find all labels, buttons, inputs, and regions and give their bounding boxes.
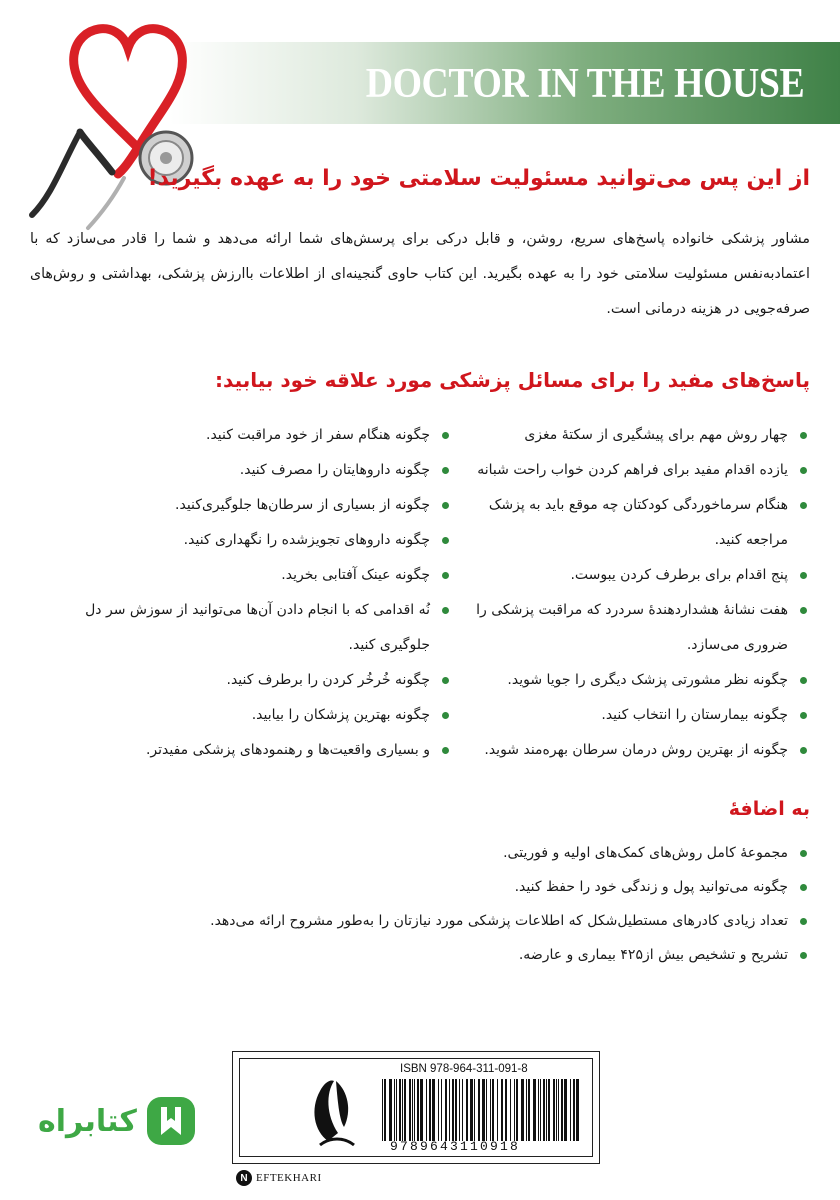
barcode-bar <box>514 1079 515 1141</box>
bullet-icon <box>800 747 807 754</box>
list-item: چگونه عینک آفتابی بخرید. <box>52 558 452 593</box>
title-banner <box>170 42 840 124</box>
bullet-icon <box>442 747 449 754</box>
list-item: نُه اقدامی که با انجام دادن آن‌ها می‌توانید از سوزش سر دل جلوگیری کنید. <box>52 593 452 663</box>
barcode-bar <box>414 1079 415 1141</box>
barcode-bar <box>382 1079 383 1141</box>
barcode-number: 9789643110918 <box>390 1139 521 1154</box>
barcode-bar <box>510 1079 511 1141</box>
bullet-icon <box>800 607 807 614</box>
barcode-bar <box>445 1079 447 1141</box>
barcode-bar <box>404 1079 406 1141</box>
barcode-bar <box>459 1079 460 1141</box>
barcode-bar <box>516 1079 518 1141</box>
list-item: تشریح و تشخیص بیش از۴۲۵ بیماری و عارضه. <box>30 938 810 972</box>
barcode-bar <box>452 1079 454 1141</box>
isbn-label: ISBN 978-964-311-091-8 <box>400 1063 528 1075</box>
barcode-bar <box>490 1079 491 1141</box>
barcode-bar <box>561 1079 563 1141</box>
barcode-bar <box>505 1079 507 1141</box>
publisher-name: EFTEKHARI <box>256 1172 322 1184</box>
barcode-bar <box>429 1079 431 1141</box>
list-item: چگونه بهترین پزشکان را بیابید. <box>52 698 452 733</box>
list-item: هنگام سرماخوردگی کودکتان چه موقع باید به پزشک مراجعه کنید. <box>452 488 810 558</box>
bullet-icon <box>800 918 807 925</box>
barcode-bar <box>482 1079 485 1141</box>
bullet-icon <box>800 850 807 857</box>
barcode-bar <box>486 1079 487 1141</box>
bullet-icon <box>442 677 449 684</box>
barcode-bar <box>389 1079 392 1141</box>
bullet-icon <box>800 572 807 579</box>
barcode-bar <box>497 1079 498 1141</box>
barcode-bar <box>412 1079 413 1141</box>
barcode-bar <box>409 1079 411 1141</box>
bullet-icon <box>800 952 807 959</box>
bullet-icon <box>442 712 449 719</box>
barcode-bar <box>426 1079 427 1141</box>
barcode-bar <box>466 1079 468 1141</box>
barcode-bar <box>399 1079 401 1141</box>
answers-heading: پاسخ‌های مفید را برای مسائل پزشکی مورد علاقه خود بیابید: <box>215 368 810 392</box>
barcode-bar <box>438 1079 439 1141</box>
barcode-bars <box>380 1079 585 1141</box>
bullet-icon <box>800 712 807 719</box>
bullet-icon <box>800 884 807 891</box>
bullet-icon <box>442 537 449 544</box>
main-headline: از این پس می‌توانید مسئولیت سلامتی خود را به عهده بگیرید! <box>147 166 810 191</box>
bullet-icon <box>442 432 449 439</box>
bullet-icon <box>800 467 807 474</box>
list-item: چگونه نظر مشورتی پزشک دیگری را جویا شوید. <box>452 663 810 698</box>
bullet-icon <box>442 467 449 474</box>
barcode-bar <box>521 1079 524 1141</box>
barcode-bar <box>528 1079 530 1141</box>
barcode-bar <box>564 1079 567 1141</box>
barcode-bar <box>420 1079 423 1141</box>
list-item: چگونه هنگام سفر از خود مراقبت کنید. <box>52 418 452 453</box>
barcode-bar <box>540 1079 541 1141</box>
list-item: چگونه از بسیاری از سرطان‌ها جلوگیری‌کنید. <box>52 488 452 523</box>
barcode-bar <box>462 1079 463 1141</box>
store-name: کتابراه <box>38 1103 137 1139</box>
bullet-icon <box>800 432 807 439</box>
publisher-logo-icon <box>300 1071 366 1149</box>
barcode-bar <box>402 1079 403 1141</box>
barcode-bar <box>556 1079 557 1141</box>
list-item: چگونه داروهای تجویزشده را نگهداری کنید. <box>52 523 452 558</box>
barcode-bar <box>449 1079 450 1141</box>
barcode-bar <box>546 1079 547 1141</box>
barcode-bar <box>576 1079 579 1141</box>
list-item: مجموعهٔ کامل روش‌های کمک‌های اولیه و فوریتی. <box>30 836 810 870</box>
bookmark-logo-icon <box>145 1095 197 1147</box>
list-item: و بسیاری واقعیت‌ها و رهنمودهای پزشکی مفیدتر. <box>52 733 452 768</box>
list-item: هفت نشانهٔ هشداردهندهٔ سردرد که مراقبت پزشکی را ضروری می‌سازد. <box>452 593 810 663</box>
barcode-bar <box>394 1079 395 1141</box>
barcode-bar <box>478 1079 480 1141</box>
barcode-bar <box>396 1079 397 1141</box>
list-item: چهار روش مهم برای پیشگیری از سکتهٔ مغزی <box>452 418 810 453</box>
barcode-bar <box>538 1079 539 1141</box>
answers-list-right <box>452 418 810 768</box>
barcode-bar <box>533 1079 536 1141</box>
extras-list <box>30 836 810 972</box>
barcode-bar <box>548 1079 550 1141</box>
barcode-bar <box>492 1079 494 1141</box>
bullet-icon <box>800 502 807 509</box>
barcode-bar <box>543 1079 545 1141</box>
list-item: پنج اقدام برای برطرف کردن یبوست. <box>452 558 810 593</box>
barcode-bar <box>432 1079 435 1141</box>
list-item: چگونه از بهترین روش درمان سرطان بهره‌مند شوید. <box>452 733 810 768</box>
bullet-icon <box>442 572 449 579</box>
barcode-bar <box>455 1079 457 1141</box>
publisher-initial-icon: N <box>236 1170 252 1186</box>
publisher-mark <box>236 1168 322 1188</box>
barcode-bar <box>570 1079 571 1141</box>
barcode-bar <box>501 1079 503 1141</box>
book-title: DOCTOR IN THE HOUSE <box>365 61 804 107</box>
barcode-bar <box>417 1079 419 1141</box>
list-item: چگونه می‌توانید پول و زندگی خود را حفظ کنید. <box>30 870 810 904</box>
barcode-bar <box>441 1079 442 1141</box>
intro-paragraph: مشاور پزشکی خانواده پاسخ‌های سریع، روشن، و قابل درکی برای پرسش‌های شما ارائه می‌دهد و شما را قادر می‌سازد که با اعتمادبه‌نفس مسئولیت سلامتی خود را به عهده بگیرید. این کتاب حاوی گنجینه‌ای از اطلاعات باارزش پزشکی، بهداشتی و روش‌های صرفه‌جویی در هزینه درمانی است. <box>30 231 810 317</box>
bullet-icon <box>800 677 807 684</box>
list-item: چگونه داروهایتان را مصرف کنید. <box>52 453 452 488</box>
answers-list-left <box>52 418 452 768</box>
barcode-bar <box>573 1079 575 1141</box>
extras-heading: به اضافهٔ <box>728 798 810 820</box>
barcode-bar <box>474 1079 475 1141</box>
barcode-frame <box>239 1058 593 1157</box>
store-logo <box>38 1095 197 1147</box>
bullet-icon <box>442 502 449 509</box>
bullet-icon <box>442 607 449 614</box>
list-item: چگونه بیمارستان را انتخاب کنید. <box>452 698 810 733</box>
barcode-bar <box>558 1079 559 1141</box>
barcode-bar <box>384 1079 386 1141</box>
list-item: چگونه خُرخُر کردن را برطرف کنید. <box>52 663 452 698</box>
list-item: یازده اقدام مفید برای فراهم کردن خواب راحت شبانه <box>452 453 810 488</box>
stethoscope-heart-icon <box>0 0 240 240</box>
barcode-bar <box>526 1079 527 1141</box>
barcode-panel <box>232 1051 600 1164</box>
barcode-bar <box>553 1079 555 1141</box>
list-item: تعداد زیادی کادرهای مستطیل‌شکل که اطلاعات پزشکی مورد نیازتان را به‌طور مشروح ارائه می‌دهد. <box>30 904 810 938</box>
barcode-bar <box>470 1079 473 1141</box>
